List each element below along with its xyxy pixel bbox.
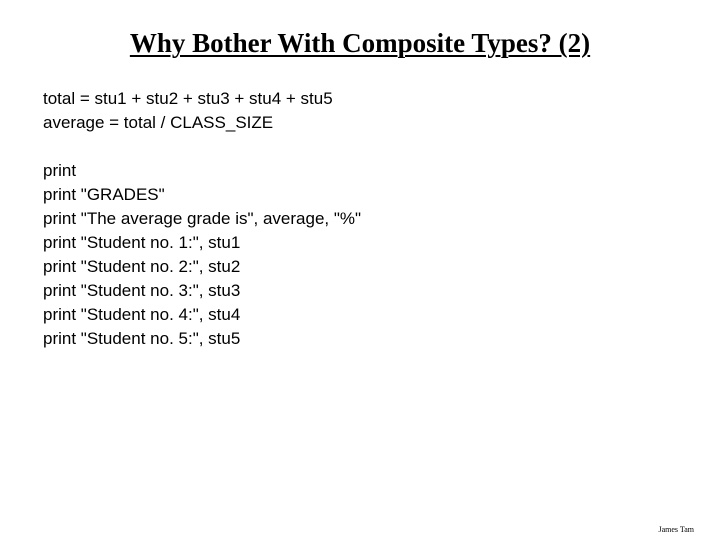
blank-line bbox=[43, 135, 361, 159]
code-line-print-average: print "The average grade is", average, "%" bbox=[43, 209, 362, 228]
code-line-print-blank: print bbox=[43, 161, 77, 180]
author-footer: James Tam bbox=[658, 525, 694, 534]
code-line-print-student-1: print "Student no. 1:", stu1 bbox=[43, 233, 241, 252]
code-line-print-student-5: print "Student no. 5:", stu5 bbox=[43, 329, 241, 348]
code-line-average: average = total / CLASS_SIZE bbox=[43, 113, 274, 132]
code-block bbox=[43, 87, 361, 351]
slide-title: Why Bother With Composite Types? (2) bbox=[129, 28, 591, 58]
code-line-total: total = stu1 + stu2 + stu3 + stu4 + stu5 bbox=[43, 89, 333, 108]
code-line-print-student-2: print "Student no. 2:", stu2 bbox=[43, 257, 241, 276]
code-line-print-student-4: print "Student no. 4:", stu4 bbox=[43, 305, 241, 324]
code-line-print-grades: print "GRADES" bbox=[43, 185, 165, 204]
code-line-print-student-3: print "Student no. 3:", stu3 bbox=[43, 281, 241, 300]
